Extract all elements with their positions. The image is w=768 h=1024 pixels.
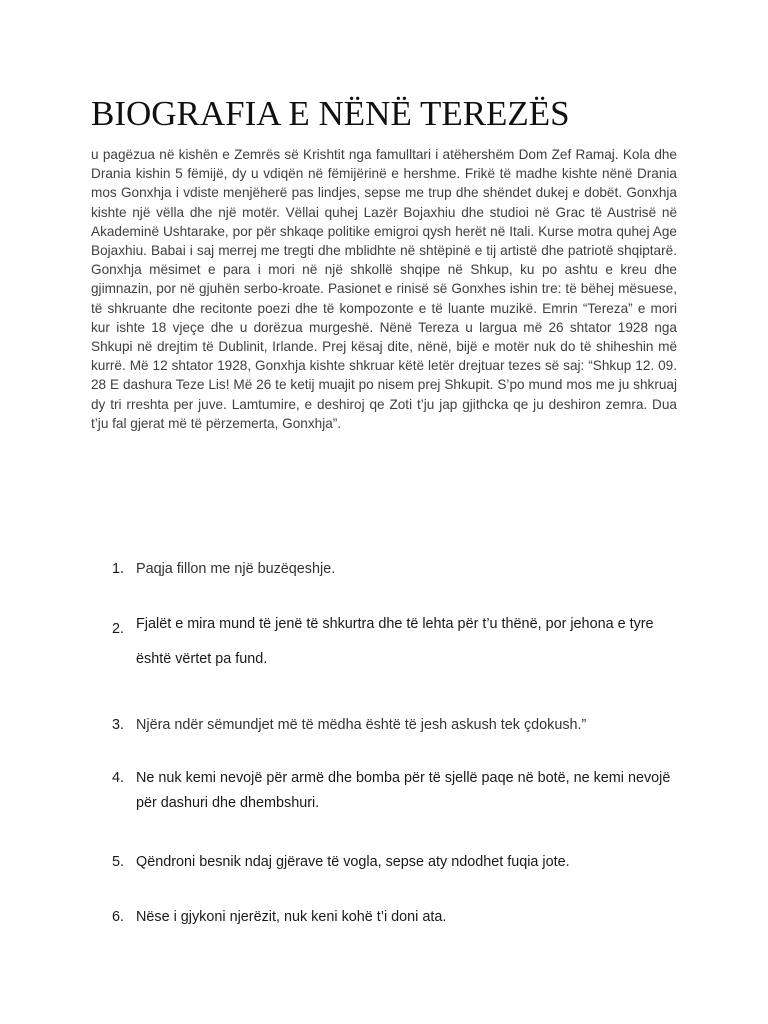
quote-number: 6. [112, 909, 125, 925]
quote-text: Paqja fillon me një buzëqeshje. [136, 561, 336, 577]
quote-text: Nëse i gjykoni njerëzit, nuk keni kohë t’i doni ata. [136, 909, 447, 925]
quote-text: Qëndroni besnik ndaj gjërave të vogla, sepse aty ndodhet fuqia jote. [136, 854, 570, 870]
quote-number: 2. [112, 621, 125, 637]
document-title: BIOGRAFIA E NËNË TEREZËS [91, 94, 570, 133]
biography-paragraph: u pagëzua në kishën e Zemrës së Krishtit nga famulltari i atëhershëm Dom Zef Ramaj. Kola dhe Drania kishin 5 fëmijë, dy u vdiqën në fëmijërinë e hershme. Frikë të madhe kishte nënë Drania mos Gonxhja i vdiste menjëherë pas lindjes, sepse me trup dhe shëndet dukej e dobët. Gonxhja kishte një vëlla dhe një motër. Vëllai quhej Lazër Bojaxhiu dhe studioi në Grac të Austrisë në Akademinë Ushtarake, por për shkaqe politike emigroi qysh herët në Itali. Kurse motra quhej Age Bojaxhiu. Babai i saj merrej me tregti dhe mblidhte në shtëpinë e tij artistë dhe patriotë shqiptarë. Gonxhja mësimet e para i mori në një shkollë shqipe në Shkup, ku po ashtu e kreu dhe gjimnazin, por në gjuhën serbo-kroate. Pasionet e rinisë së Gonxhes ishin tre: të bëhej mësuese, të shkruante dhe recitonte poezi dhe të kompozonte e të luante muzikë. Emrin “Tereza” e mori kur ishte 18 vjeçe dhe u dorëzua murgeshë. Nënë Tereza u largua më 26 shtator 1928 nga Shkupi në drejtim të Dublinit, Irlande. Prej kësaj dite, nënë, bijë e motër nuk do të shiheshin më kurrë. Më 12 shtator 1928, Gonxhja kishte shkruar këtë letër drejtuar tezes së saj: “Shkup 12. 09. 28 E dashura Teze Lis! Më 26 te ketij muajit po nisem prej Shkupit. S’po mund mos me ju shkruaj dy tri rreshta per juve. Lamtumire, e deshiroj qe Zoti t’ju jap gjithcka qe ju deshiron zemra. Dua t’ju fal gjerat më të përzemerta, Gonxhja”. [91, 147, 677, 431]
quote-text: Njëra ndër sëmundjet më të mëdha është të jesh askush tek çdokush.” [136, 717, 587, 733]
quote-number: 4. [112, 770, 125, 786]
quote-number: 1. [112, 561, 125, 577]
quote-number: 3. [112, 717, 125, 733]
quote-text: Fjalët e mira mund të jenë të shkurtra dhe të lehta për t’u thënë, por jehona e tyre është vërtet pa fund. [136, 616, 654, 667]
quote-text: Ne nuk kemi nevojë për armë dhe bomba për të sjellë paqe në botë, ne kemi nevojë për dashuri dhe dhembshuri. [136, 770, 671, 811]
quote-number: 5. [112, 854, 125, 870]
